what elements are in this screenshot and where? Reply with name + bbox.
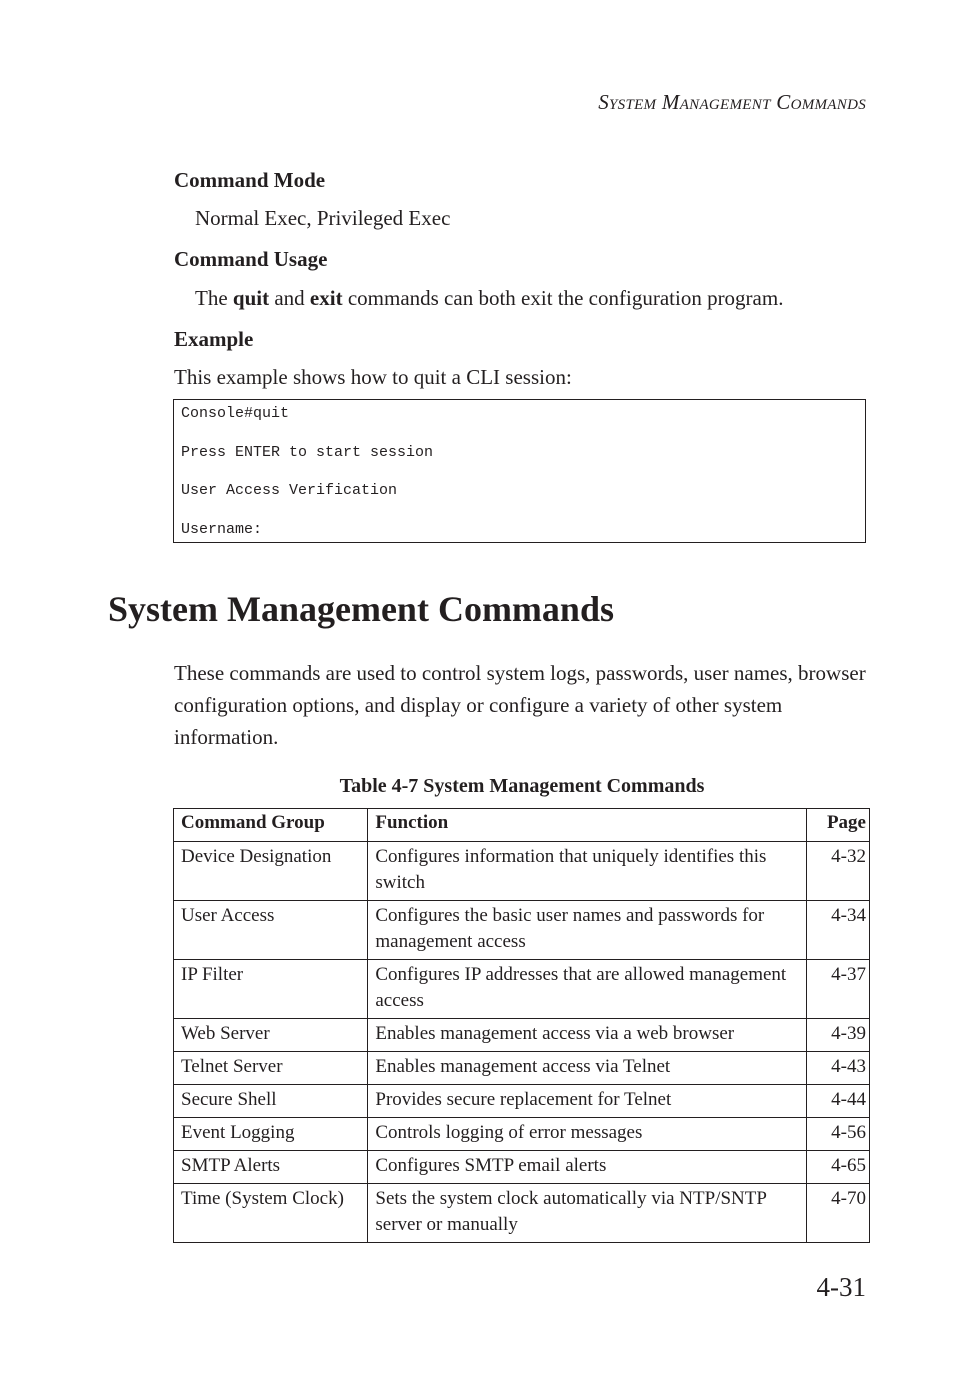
table-header-row <box>174 809 870 842</box>
usage-keyword-quit: quit <box>232 286 270 310</box>
cell-function: Controls logging of error messages <box>368 1118 807 1151</box>
cell-command-group: Event Logging <box>174 1118 368 1151</box>
code-line: Username: <box>181 520 263 538</box>
cell-page: 4-43 <box>807 1052 870 1085</box>
usage-text-pre: The <box>195 286 233 310</box>
table-row <box>174 1184 870 1243</box>
page-number: 4-31 <box>816 1272 866 1302</box>
table-row <box>174 901 870 960</box>
usage-text-post: commands can both exit the configuration program. <box>342 286 784 310</box>
cell-command-group: Secure Shell <box>174 1085 368 1118</box>
code-line: Press ENTER to start session <box>181 443 434 461</box>
cell-page: 4-34 <box>807 901 870 960</box>
cell-command-group: Device Designation <box>174 842 368 901</box>
cell-command-group: Time (System Clock) <box>174 1184 368 1243</box>
usage-keyword-exit: exit <box>309 286 343 310</box>
cell-function: Configures SMTP email alerts <box>368 1151 807 1184</box>
section-intro: These commands are used to control system logs, passwords, user names, browser configuration options, and display or configure a variety of other system information. <box>174 661 866 749</box>
cell-function: Enables management access via a web browser <box>368 1019 807 1052</box>
cell-command-group: User Access <box>174 901 368 960</box>
table-row <box>174 1151 870 1184</box>
cell-command-group: IP Filter <box>174 960 368 1019</box>
cell-page: 4-56 <box>807 1118 870 1151</box>
table-row <box>174 1052 870 1085</box>
example-heading: Example <box>174 327 254 351</box>
cell-page: 4-44 <box>807 1085 870 1118</box>
command-usage-text <box>195 282 783 314</box>
table-row <box>174 1019 870 1052</box>
code-line: Console#quit <box>181 405 290 422</box>
usage-text-mid: and <box>269 286 310 310</box>
cell-function: Enables management access via Telnet <box>368 1052 807 1085</box>
table-row <box>174 960 870 1019</box>
cell-page: 4-39 <box>807 1019 870 1052</box>
code-line: User Access Verification <box>181 482 398 499</box>
header-command-group: Command Group <box>174 809 368 842</box>
cell-function: Configures information that uniquely identifies this switch <box>368 842 807 901</box>
table-row <box>174 842 870 901</box>
cell-page: 4-70 <box>807 1184 870 1243</box>
cell-command-group: Telnet Server <box>174 1052 368 1085</box>
table-row <box>174 1085 870 1118</box>
command-mode-heading: Command Mode <box>174 168 326 192</box>
cell-page: 4-65 <box>807 1151 870 1184</box>
section-title: System Management Commands <box>108 589 614 629</box>
code-example-box <box>173 399 866 543</box>
cell-command-group: Web Server <box>174 1019 368 1052</box>
running-head: System Management Commands <box>598 90 866 114</box>
cell-function: Configures IP addresses that are allowed management access <box>368 960 807 1019</box>
command-mode-text: Normal Exec, Privileged Exec <box>195 206 451 230</box>
cell-function: Configures the basic user names and passwords for management access <box>368 901 807 960</box>
header-page: Page <box>807 809 870 842</box>
cell-function: Provides secure replacement for Telnet <box>368 1085 807 1118</box>
commands-table <box>173 808 870 1243</box>
cell-page: 4-32 <box>807 842 870 901</box>
command-usage-heading: Command Usage <box>174 247 328 271</box>
example-intro: This example shows how to quit a CLI session: <box>174 365 572 389</box>
table-caption: Table 4-7 System Management Commands <box>339 775 705 797</box>
cell-command-group: SMTP Alerts <box>174 1151 368 1184</box>
cell-page: 4-37 <box>807 960 870 1019</box>
cell-function: Sets the system clock automatically via NTP/SNTP server or manually <box>368 1184 807 1243</box>
header-function: Function <box>368 809 807 842</box>
table-row <box>174 1118 870 1151</box>
